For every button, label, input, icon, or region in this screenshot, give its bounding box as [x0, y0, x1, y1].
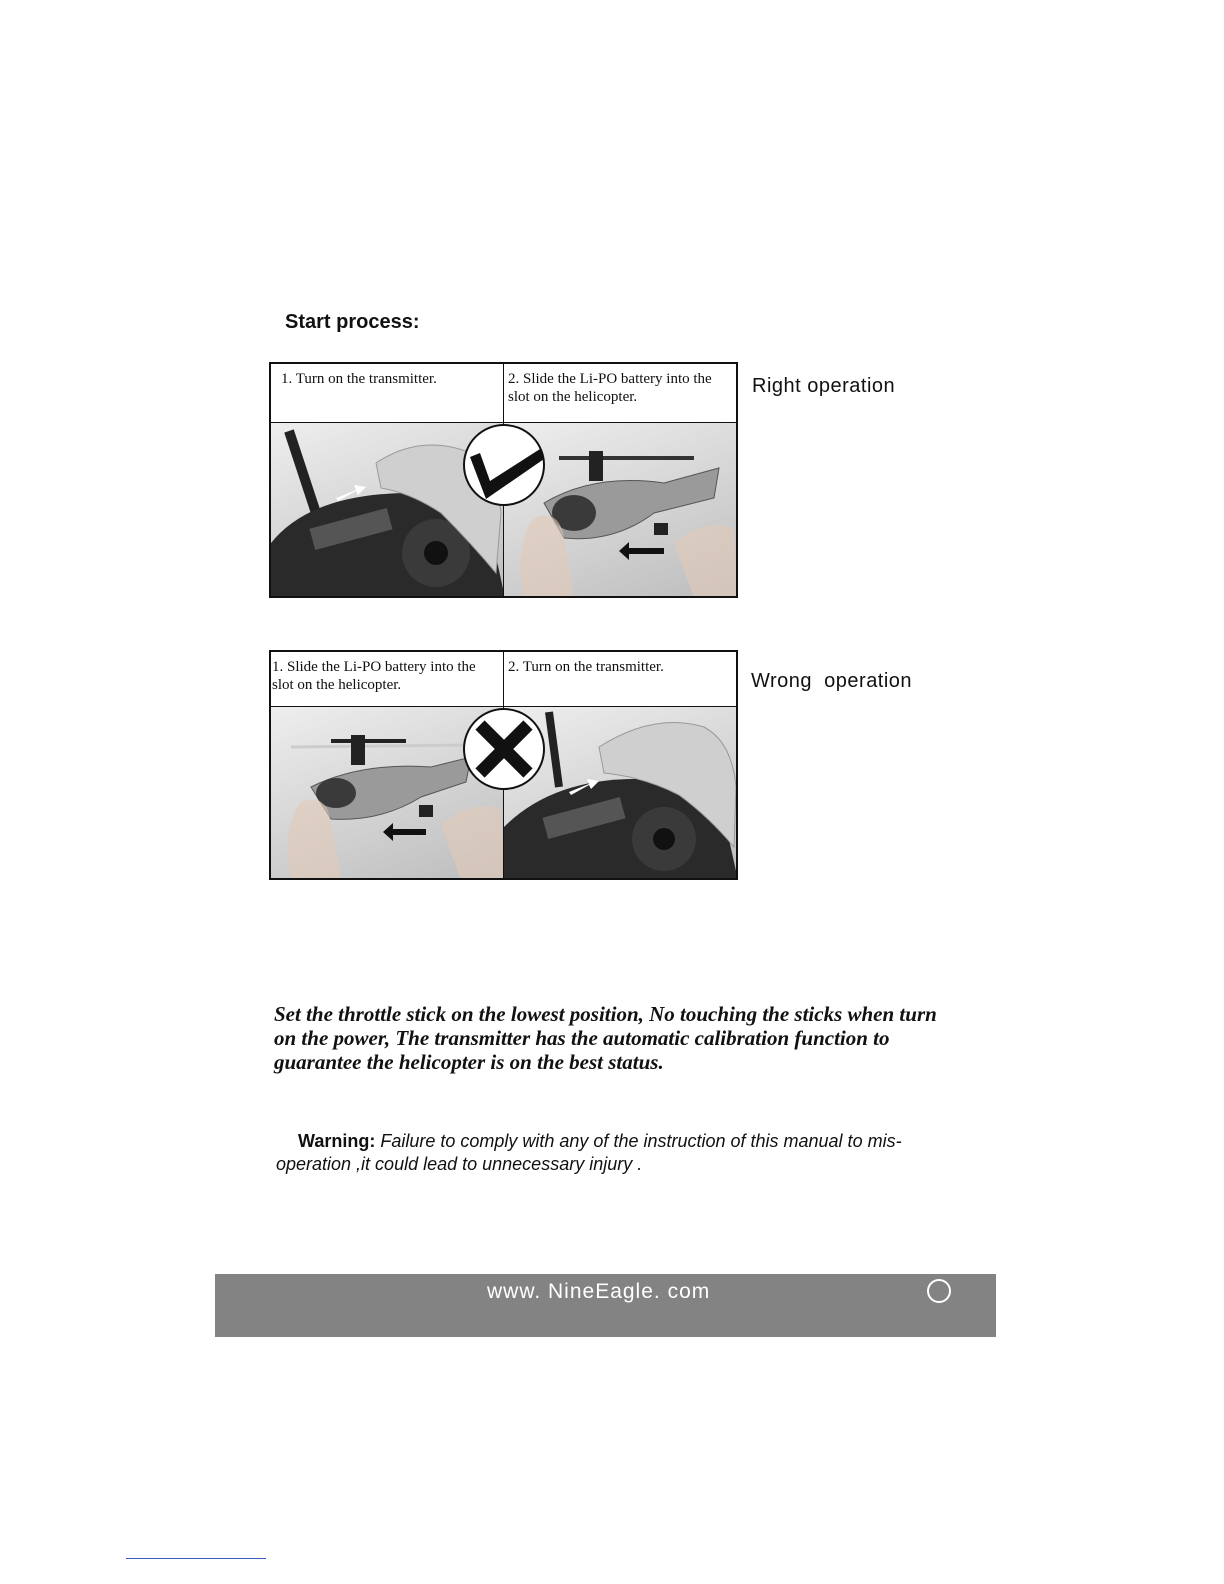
warning-label: Warning:: [298, 1131, 376, 1151]
right-operation-label: Right operation: [752, 375, 896, 397]
right-step2-caption: 2. Slide the Li-PO battery into the slot on the helicopter.: [503, 363, 737, 423]
cross-icon: [462, 707, 546, 796]
wrong-operation-figure: [269, 650, 738, 880]
footer-url-link[interactable]: www. NineEagle. com: [487, 1280, 711, 1303]
section-heading: Start process:: [285, 311, 420, 333]
warning-text: Failure to comply with any of the instruction of this manual to mis-operation ,it could lead to unnecessary injury .: [276, 1131, 902, 1174]
right-step1-caption: 1. Turn on the transmitter.: [270, 363, 504, 423]
page-number-circle: [927, 1279, 951, 1303]
checkmark-icon: [462, 423, 546, 512]
right-operation-figure: [269, 362, 738, 598]
warning-paragraph: [276, 1130, 916, 1176]
wrong-step2-caption: 2. Turn on the transmitter.: [503, 651, 737, 707]
footer-bar: [215, 1274, 996, 1337]
throttle-note: Set the throttle stick on the lowest position, No touching the sticks when turn on the power, The transmitter has the automatic calibration function to guarantee the helicopter is on the best status.: [274, 1002, 937, 1074]
wrong-step1-caption: 1. Slide the Li-PO battery into the slot on the helicopter.: [270, 651, 504, 707]
bottom-rule: [126, 1558, 266, 1559]
wrong-operation-label: Wrong operation: [751, 670, 913, 692]
